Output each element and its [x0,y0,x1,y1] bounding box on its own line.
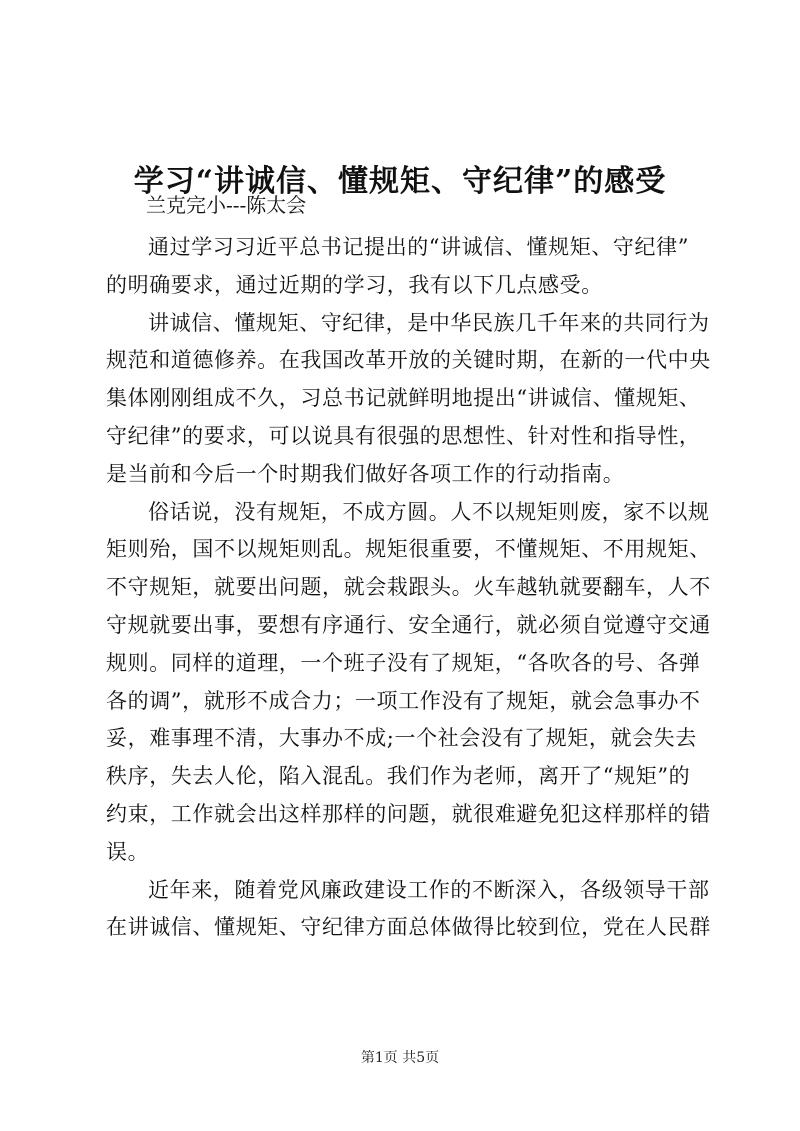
text-line: 规范和道德修养。在我国改革开放的关键时期，在新的一代中央 [106,348,711,373]
text-line: 通过学习习近平总书记提出的“讲诚信、懂规矩、守纪律” [148,235,690,259]
text-line: 规则。同样的道理，一个班子没有了规矩，“各吹各的号、各弹 [106,650,701,675]
text-line: 的明确要求，通过近期的学习，我有以下几点感受。 [106,272,603,297]
text-line: 守纪律”的要求，可以说具有很强的思想性、针对性和指导性， [106,423,701,448]
page-footer: 第1页 共5页 [360,1050,440,1066]
text-line: 在讲诚信、懂规矩、守纪律方面总体做得比较到位，党在人民群 [106,915,711,940]
paragraph [106,872,718,948]
text-line: 近年来，随着党风廉政建设工作的不断深入，各级领导干部 [148,877,710,902]
text-line: 各的调”，就形不成合力；一项工作没有了规矩，就会急事办不 [106,688,701,713]
text-line: 是当前和今后一个时期我们做好各项工作的行动指南。 [106,461,625,486]
text-line: 集体刚刚组成不久，习总书记就鲜明地提出“讲诚信、懂规矩、 [106,386,701,411]
text-line: 误。 [106,839,150,864]
text-line: 不守规矩，就要出问题，就会栽跟头。火车越轨就要翻车，人不 [106,575,711,600]
paragraph [106,305,718,494]
paragraph [106,229,718,305]
text-line: 俗话说，没有规矩，不成方圆。人不以规矩则废，家不以规 [148,499,710,524]
document-title: 学习“讲诚信、懂规矩、守纪律”的感受 [133,164,667,200]
document-body [106,229,718,947]
text-line: 讲诚信、懂规矩、守纪律，是中华民族几千年来的共同行为 [148,310,710,335]
text-line: 妥，难事理不清，大事办不成;一个社会没有了规矩，就会失去 [106,726,697,751]
paragraph [106,494,718,872]
text-line: 矩则殆，国不以规矩则乱。规矩很重要，不懂规矩、不用规矩、 [106,537,711,562]
text-line: 约束，工作就会出这样那样的问题，就很难避免犯这样那样的错 [106,801,711,826]
author-line: 兰克完小---陈太会 [146,193,307,217]
text-line: 守规就要出事，要想有序通行、安全通行，就必须自觉遵守交通 [106,612,711,637]
text-line: 秩序，失去人伦，陷入混乱。我们作为老师，离开了“规矩”的 [106,764,691,789]
